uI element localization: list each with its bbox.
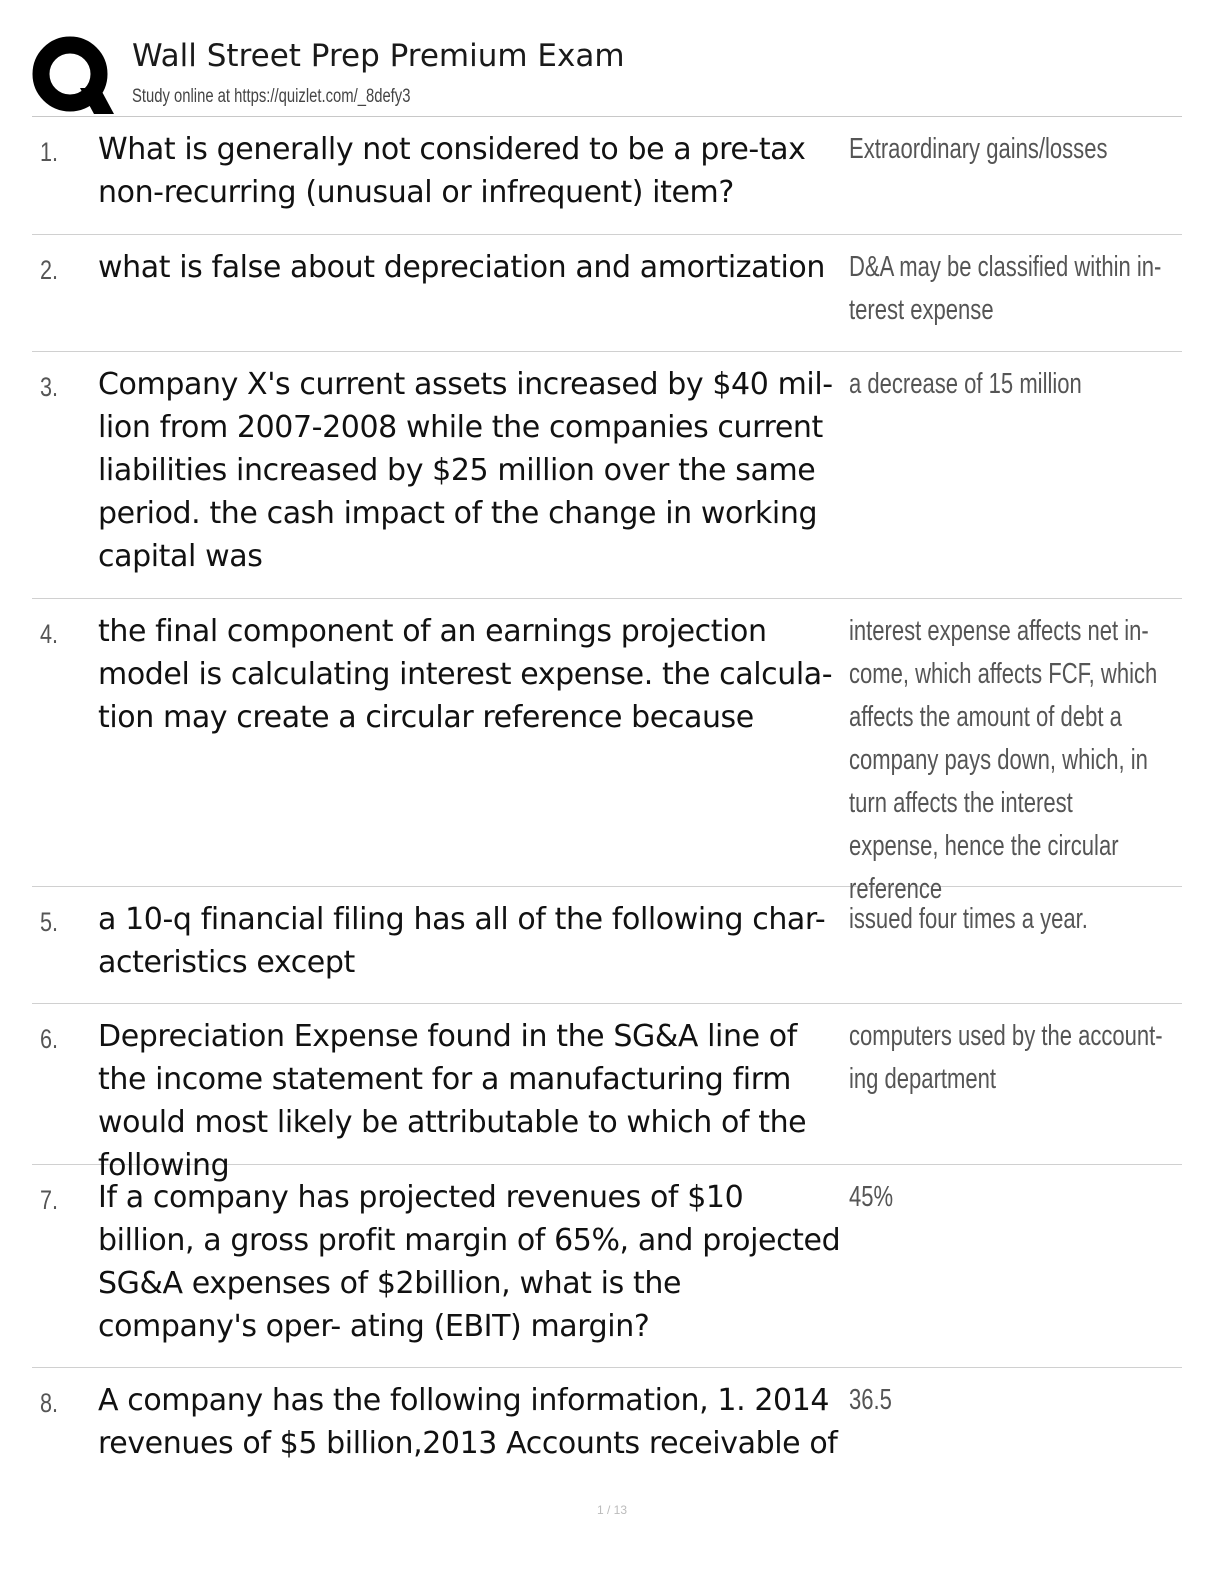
item-answer: 45% bbox=[849, 1181, 894, 1213]
study-link[interactable]: Study online at https://quizlet.com/_8defy3 bbox=[132, 86, 411, 107]
flashcard-list bbox=[32, 117, 1182, 1488]
page-number: 1 / 13 bbox=[596, 1503, 628, 1517]
item-answer: D&A may be classified within in- terest expense bbox=[849, 251, 1162, 326]
item-number: 3. bbox=[40, 372, 59, 402]
list-item bbox=[32, 599, 1182, 905]
item-answer: a decrease of 15 million bbox=[849, 368, 1082, 400]
list-item bbox=[32, 352, 1182, 599]
item-question: A company has the following information, 1. 2014 revenues of $5 billion,2013 Accounts receivable of bbox=[98, 1383, 838, 1461]
item-question: If a company has projected revenues of $10 billion, a gross profit margin of 65%, and projected SG&A expenses of $2billion, what is the company's oper- ating (EBIT) margin? bbox=[98, 1180, 841, 1344]
item-question: what is false about depreciation and amortization bbox=[98, 250, 825, 285]
item-number: 5. bbox=[40, 907, 59, 937]
list-item bbox=[32, 887, 1182, 1004]
item-answer: computers used by the account- ing department bbox=[849, 1020, 1163, 1095]
list-item bbox=[32, 1165, 1182, 1368]
item-answer: 36.5 bbox=[849, 1384, 892, 1416]
item-number: 4. bbox=[40, 619, 59, 649]
item-number: 7. bbox=[40, 1185, 59, 1215]
quizlet-logo-icon bbox=[30, 34, 114, 118]
item-question: a 10-q financial filing has all of the following char- acteristics except bbox=[98, 902, 826, 980]
item-question: What is generally not considered to be a pre-tax non-recurring (unusual or infrequent) item? bbox=[98, 132, 806, 210]
list-item bbox=[32, 117, 1182, 235]
item-number: 8. bbox=[40, 1388, 59, 1418]
list-item bbox=[32, 1004, 1182, 1183]
item-number: 2. bbox=[40, 255, 59, 285]
item-question: Depreciation Expense found in the SG&A line of the income statement for a manufacturing firm would most likely be attributable to which of the following bbox=[98, 1019, 807, 1183]
page-title: Wall Street Prep Premium Exam bbox=[132, 38, 625, 74]
list-item bbox=[32, 235, 1182, 352]
item-number: 1. bbox=[40, 137, 59, 167]
item-question: the final component of an earnings projection model is calculating interest expense. the calcula- tion may create a circular reference because bbox=[98, 614, 833, 735]
page-header bbox=[30, 30, 1190, 116]
item-answer: Extraordinary gains/losses bbox=[849, 133, 1108, 165]
item-answer: issued four times a year. bbox=[849, 903, 1088, 935]
item-number: 6. bbox=[40, 1024, 59, 1054]
item-question: Company X's current assets increased by $40 mil- lion from 2007-2008 while the companies current liabilities increased by $25 million over the same period. the cash impact of the change in working capital was bbox=[98, 367, 833, 574]
item-answer: interest expense affects net in- come, which affects FCF, which affects the amount of debt a company pays down, which, in turn affects the interest expense, hence the circular reference bbox=[849, 615, 1158, 905]
list-item bbox=[32, 1368, 1182, 1488]
